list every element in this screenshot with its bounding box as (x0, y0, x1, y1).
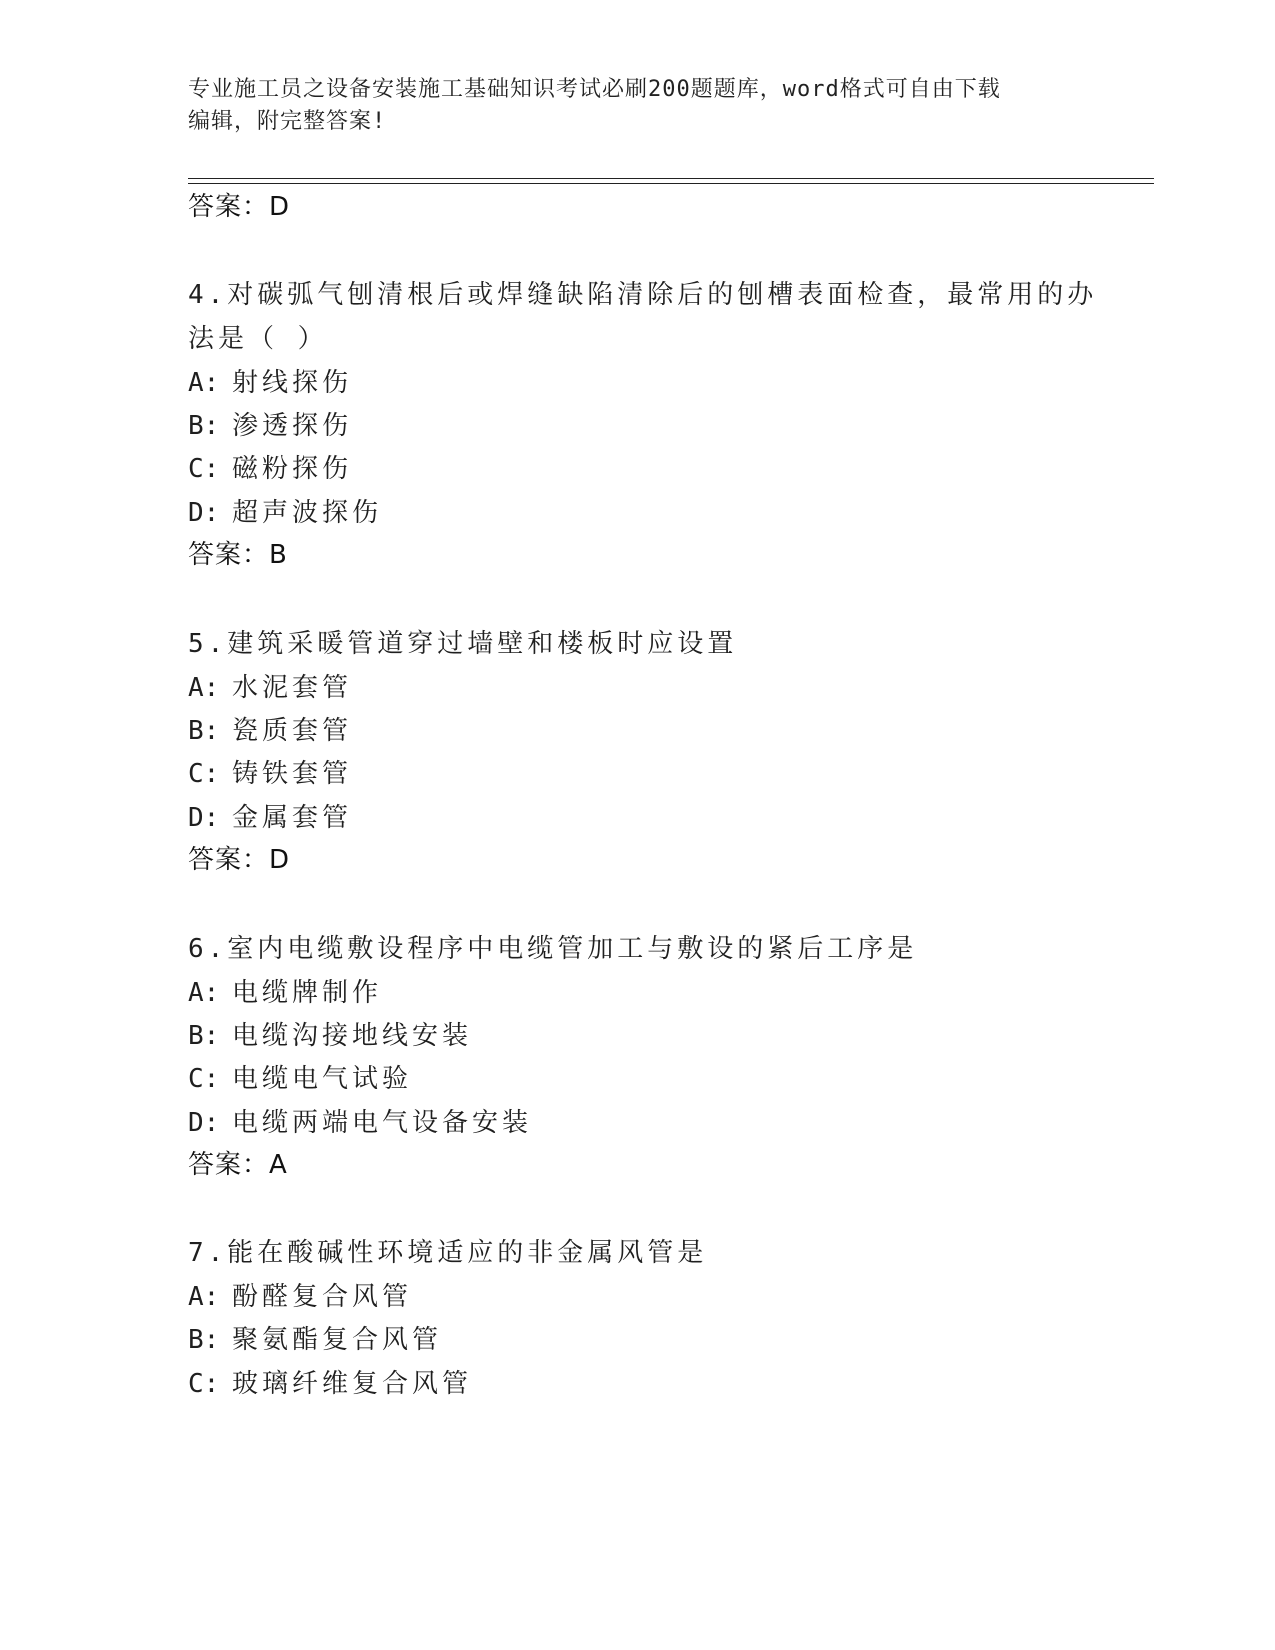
option-text: 铸铁套管 (232, 759, 353, 789)
document-header (188, 74, 1088, 138)
answer-value: A (269, 1150, 288, 1180)
option-d (188, 492, 382, 529)
option-text: 射线探伤 (232, 368, 353, 398)
option-letter: B: (188, 716, 220, 746)
option-letter: B: (188, 411, 220, 441)
option-text: 金属套管 (232, 803, 353, 833)
option-text: 酚醛复合风管 (232, 1282, 413, 1312)
answer-prefix: 答案： (188, 192, 270, 222)
option-letter: D: (188, 803, 220, 833)
answer-value: D (269, 845, 291, 875)
option-text: 渗透探伤 (232, 411, 353, 441)
option-letter: C: (188, 1369, 220, 1399)
option-text: 玻璃纤维复合风管 (232, 1369, 473, 1399)
header-divider-bottom (188, 183, 1154, 184)
answer-line (188, 534, 288, 571)
option-text: 瓷质套管 (232, 716, 353, 746)
option-d (188, 1102, 532, 1139)
answer-value: B (269, 540, 288, 570)
answer-prefix: 答案： (188, 845, 270, 875)
question-stem: 4.对碳弧气刨清根后或焊缝缺陷清除后的刨槽表面检查，最常用的办 (188, 280, 1098, 310)
option-b (188, 710, 352, 747)
answer-line (188, 186, 290, 223)
option-letter: C: (188, 1064, 220, 1094)
option-letter: A: (188, 368, 220, 398)
option-text: 水泥套管 (232, 673, 353, 703)
option-b (188, 1015, 472, 1052)
option-letter: D: (188, 498, 220, 528)
option-c (188, 1363, 472, 1400)
option-a (188, 1276, 412, 1313)
option-c (188, 448, 352, 485)
option-text: 聚氨酯复合风管 (232, 1325, 443, 1355)
option-c (188, 753, 352, 790)
answer-prefix: 答案： (188, 1150, 270, 1180)
option-letter: D: (188, 1108, 220, 1138)
option-letter: B: (188, 1325, 220, 1355)
header-line-1: 专业施工员之设备安装施工基础知识考试必刷200题题库，word格式可自由下载 (188, 77, 1001, 102)
question-stem: 7.能在酸碱性环境适应的非金属风管是 (188, 1238, 708, 1268)
option-a (188, 362, 352, 399)
option-d (188, 797, 352, 834)
answer-line (188, 839, 290, 876)
option-text: 磁粉探伤 (232, 454, 353, 484)
question-stem-continued: 法是（ ） (188, 324, 328, 354)
option-text: 超声波探伤 (232, 498, 383, 528)
option-letter: A: (188, 673, 220, 703)
option-text: 电缆两端电气设备安装 (232, 1108, 533, 1138)
option-letter: C: (188, 759, 220, 789)
option-a (188, 972, 382, 1009)
answer-prefix: 答案： (188, 540, 270, 570)
answer-value: D (269, 192, 291, 222)
answer-line (188, 1144, 288, 1181)
question-stem: 6.室内电缆敷设程序中电缆管加工与敷设的紧后工序是 (188, 934, 918, 964)
header-line-2: 编辑，附完整答案! (188, 109, 387, 134)
option-c (188, 1058, 412, 1095)
option-b (188, 405, 352, 442)
header-divider-top (188, 178, 1154, 179)
option-text: 电缆沟接地线安装 (232, 1021, 473, 1051)
option-text: 电缆牌制作 (232, 978, 383, 1008)
option-letter: A: (188, 978, 220, 1008)
option-text: 电缆电气试验 (232, 1064, 413, 1094)
option-a (188, 667, 352, 704)
option-letter: C: (188, 454, 220, 484)
option-letter: A: (188, 1282, 220, 1312)
option-letter: B: (188, 1021, 220, 1051)
option-b (188, 1319, 442, 1356)
question-stem: 5.建筑采暖管道穿过墙壁和楼板时应设置 (188, 629, 738, 659)
